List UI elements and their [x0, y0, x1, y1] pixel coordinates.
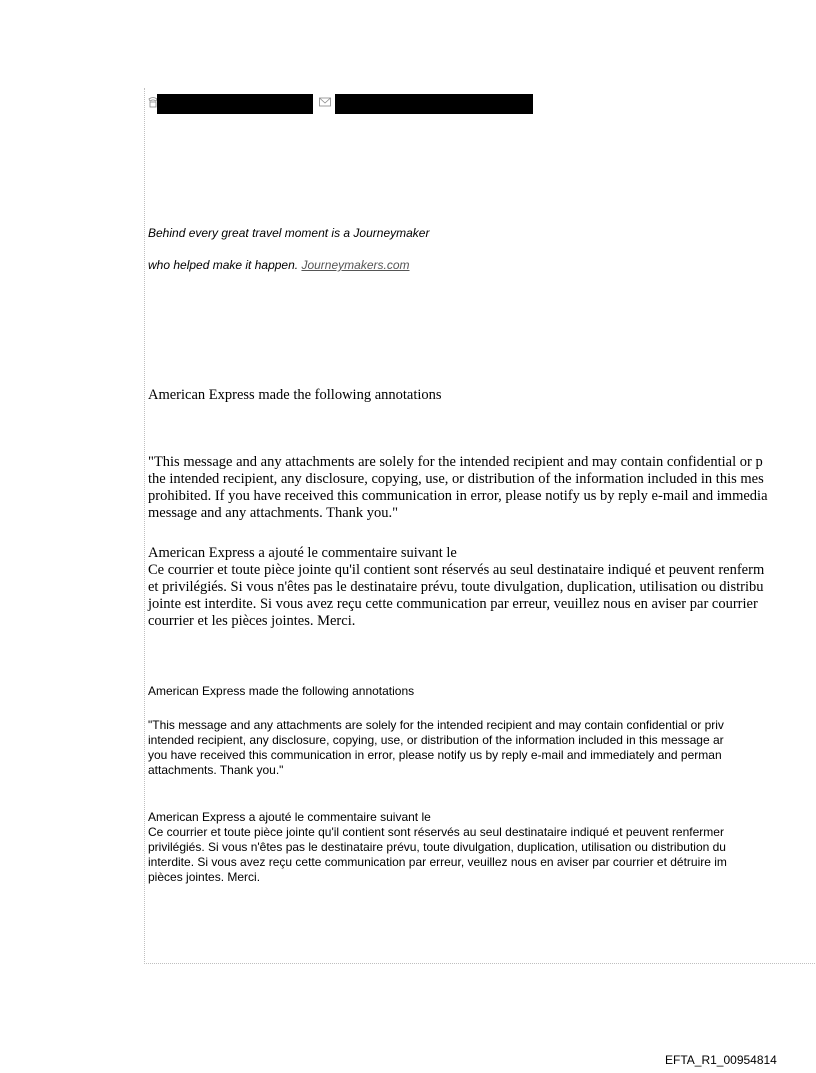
disclaimer-line: intended recipient, any disclosure, copying, use, or distribution of the information included in this message ar [148, 733, 724, 747]
journeymakers-link[interactable]: Journeymakers.com [301, 258, 410, 272]
annotation-heading: American Express made the following annotations [148, 387, 442, 403]
serif-annotation-heading [148, 387, 816, 404]
disclaimer-line: interdite. Si vous avez reçu cette communication par erreur, veuillez nous en aviser par courrier et détruire im [148, 855, 727, 869]
french-heading: American Express a ajouté le commentaire suivant le [148, 810, 431, 824]
disclaimer-line: prohibited. If you have received this communication in error, please notify us by reply e-mail and immedia [148, 488, 768, 504]
disclaimer-line: the intended recipient, any disclosure, copying, use, or distribution of the information included in this mes [148, 471, 764, 487]
email-body-frame [144, 88, 816, 964]
signature-tagline-prefix: who helped make it happen. [148, 258, 299, 272]
disclaimer-line: you have received this communication in error, please notify us by reply e-mail and immediately and perman [148, 748, 722, 762]
disclaimer-line: pièces jointes. Merci. [148, 870, 261, 884]
disclaimer-line: privilégiés. Si vous n'êtes pas le destinataire prévu, toute divulgation, duplication, utilisation ou distribution du [148, 840, 726, 854]
disclaimer-line: et privilégiés. Si vous n'êtes pas le destinataire prévu, toute divulgation, duplication, utilisation ou distribu [148, 579, 764, 595]
signature-tagline-line-2 [148, 258, 410, 272]
contact-row [145, 94, 816, 114]
disclaimer-line: attachments. Thank you." [148, 763, 284, 777]
disclaimer-line: Ce courrier et toute pièce jointe qu'il contient sont réservés au seul destinataire indiqué et peuvent renfermer [148, 825, 724, 839]
disclaimer-line: "This message and any attachments are solely for the intended recipient and may contain confidential or p [148, 454, 763, 470]
serif-french-disclaimer [148, 545, 816, 630]
signature-tagline-line-1: Behind every great travel moment is a Journeymaker [148, 226, 430, 240]
sans-annotation-heading [148, 684, 816, 699]
annotation-heading: American Express made the following annotations [148, 684, 415, 698]
sans-english-disclaimer [148, 718, 816, 778]
disclaimer-line: message and any attachments. Thank you." [148, 505, 399, 521]
sans-french-disclaimer [148, 810, 816, 885]
disclaimer-line: courrier et les pièces jointes. Merci. [148, 613, 356, 629]
envelope-icon [319, 96, 331, 108]
french-heading: American Express a ajouté le commentaire suivant le [148, 545, 457, 561]
disclaimer-line: "This message and any attachments are solely for the intended recipient and may contain confidential or priv [148, 718, 724, 732]
redacted-phone-number [157, 94, 313, 114]
disclaimer-line: Ce courrier et toute pièce jointe qu'il contient sont réservés au seul destinataire indiqué et peuvent renferm [148, 562, 765, 578]
disclaimer-line: jointe est interdite. Si vous avez reçu cette communication par erreur, veuillez nous en aviser par courrier [148, 596, 758, 612]
redacted-email-address [335, 94, 533, 114]
serif-english-disclaimer [148, 454, 816, 522]
document-id: EFTA_R1_00954814 [665, 1053, 777, 1067]
